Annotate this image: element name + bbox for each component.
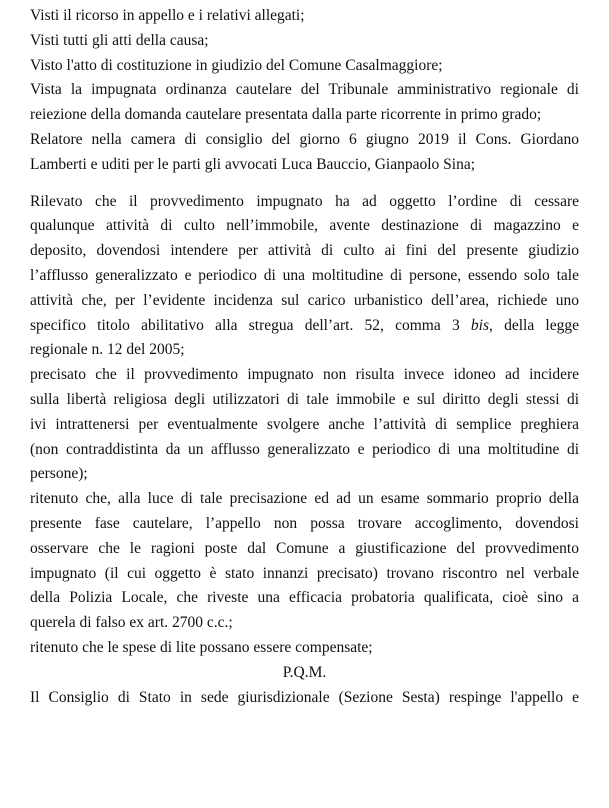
text-line: l’afflusso generalizzato e periodico di una moltitudine di persone, essendo solo tale: [30, 266, 579, 284]
text-line: precisato che il provvedimento impugnato non risulta invece idoneo ad incidere: [30, 366, 579, 384]
text-line: Visti il ricorso in appello e i relativi allegati;: [30, 7, 305, 24]
section-heading: P.Q.M.: [282, 663, 327, 681]
text-line: Visto l'atto di costituzione in giudizio del Comune Casalmaggiore;: [30, 56, 443, 74]
text-line: ritenuto che le spese di lite possano essere compensate;: [30, 638, 373, 656]
text-line: Visti tutti gli atti della causa;: [30, 31, 209, 49]
text-line: della Polizia Locale, che riveste una efficacia probatoria qualificata, cioè sino a: [30, 589, 579, 607]
text-line: reiezione della domanda cautelare presentata dalla parte ricorrente in primo grado;: [30, 106, 542, 124]
text-line: regionale n. 12 del 2005;: [30, 341, 185, 359]
text-line: Vista la impugnata ordinanza cautelare del Tribunale amministrativo regionale di: [30, 81, 579, 99]
text-line: presente fase cautelare, l’appello non possa trovare accoglimento, dovendosi: [30, 514, 579, 532]
paragraph-block: [30, 4, 579, 178]
document-body: [30, 4, 579, 661]
text-line: attività che, per l’evidente incidenza sul carico urbanistico dell’area, richiede uno: [30, 291, 579, 309]
text-line: querela di falso ex art. 2700 c.c.;: [30, 614, 233, 632]
text-line: (non contraddistinta da un afflusso generalizzato e periodico di una moltitudine di: [30, 440, 579, 458]
text-line: sulla libertà religiosa degli utilizzatori di tale immobile e sul diritto degli stessi di: [30, 390, 579, 408]
text-line: qualunque attività di culto nell’immobile, avente destinazione di magazzino e: [30, 217, 579, 235]
paragraph-gap: [30, 178, 579, 190]
text-line: Rilevato che il provvedimento impugnato ha ad oggetto l’ordine di cessare: [30, 192, 579, 210]
text-line: Relatore nella camera di consiglio del giorno 6 giugno 2019 il Cons. Giordano: [30, 130, 579, 148]
text-line: Lamberti e uditi per le parti gli avvocati Luca Bauccio, Gianpaolo Sina;: [30, 155, 476, 173]
text-line: ritenuto che, alla luce di tale precisazione ed ad un esame sommario proprio della: [30, 490, 579, 508]
closing-line: Il Consiglio di Stato in sede giurisdizionale (Sezione Sesta) respinge l'appello e: [30, 688, 579, 706]
text-line: osservare che le ragioni poste dal Comune a giustificazione del provvedimento: [30, 539, 579, 557]
text-line: impugnato (il cui oggetto è stato innanzi precisato) trovano riscontro nel verbale: [30, 564, 579, 582]
text-line: deposito, dovendosi intendere per attività di culto ai fini del presente giudizio: [30, 242, 579, 260]
text-line: specifico titolo abilitativo alla stregua dell’art. 52, comma 3 bis, della legge: [30, 316, 579, 334]
text-line: ivi intrattenersi per eventualmente svolgere anche l’attività di semplice preghiera: [30, 415, 579, 433]
text-line: persone);: [30, 465, 88, 483]
paragraph-block: [30, 190, 579, 661]
